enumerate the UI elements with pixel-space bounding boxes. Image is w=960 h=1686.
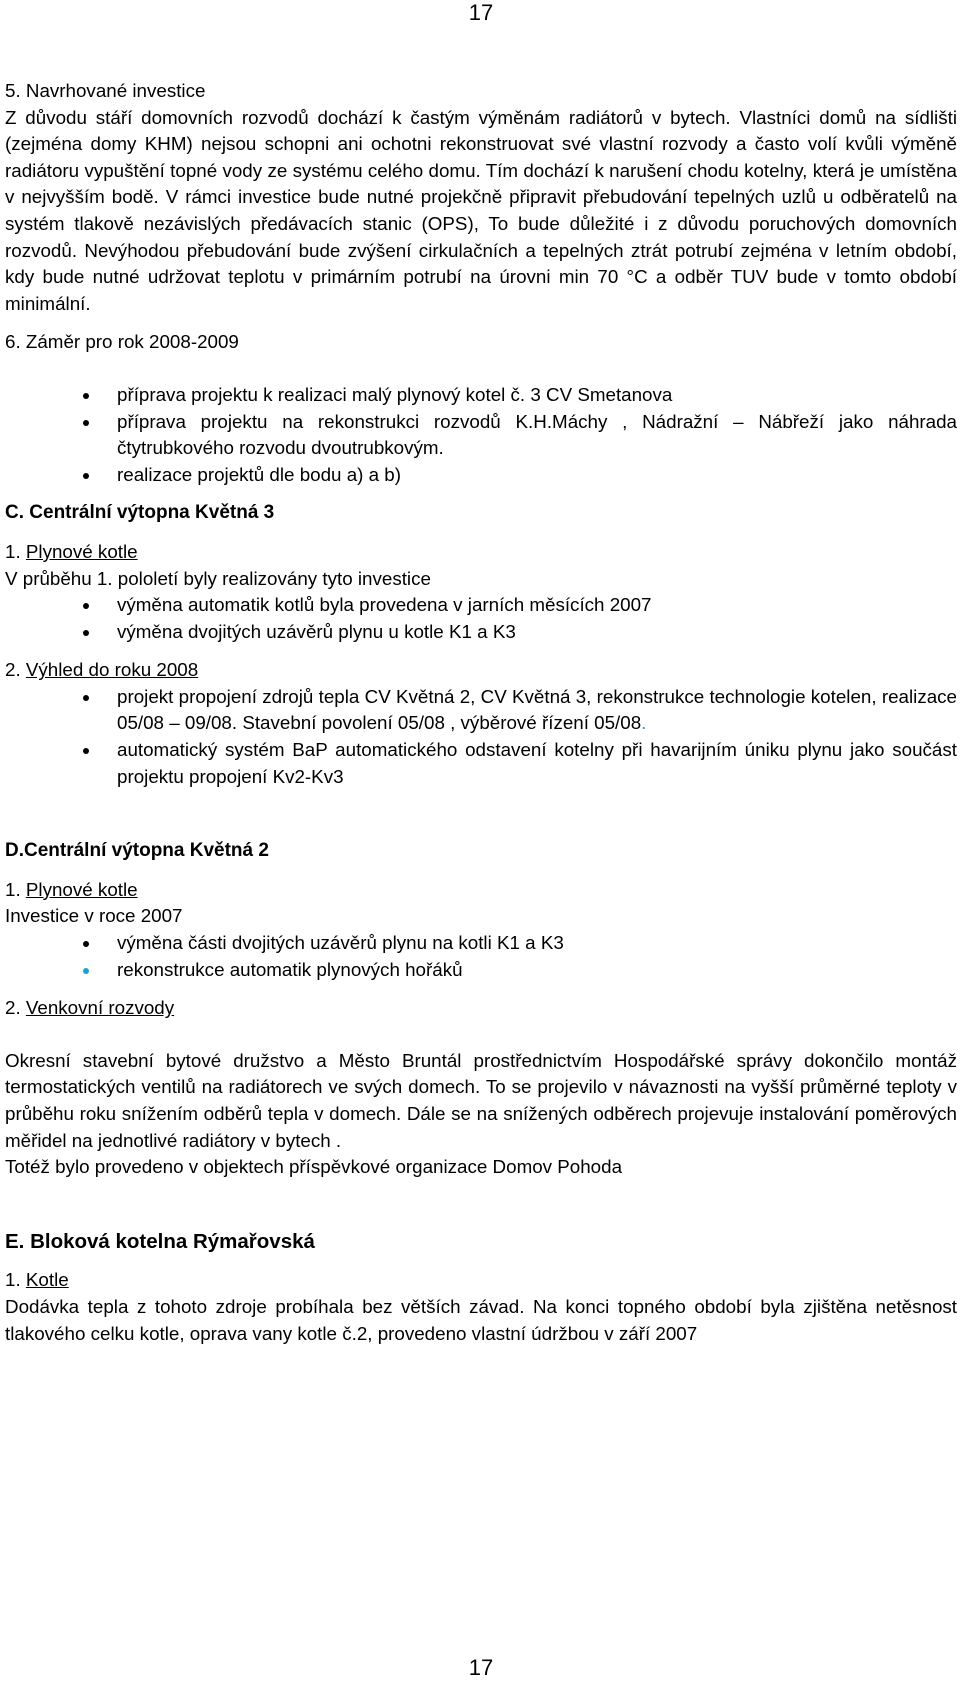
list-item: příprava projektu k realizaci malý plynový kotel č. 3 CV Smetanova (5, 382, 957, 409)
section-d-sub1-heading: 1. Plynové kotle (5, 878, 138, 900)
section-6-list (5, 382, 957, 488)
section-c-sub1-list (5, 592, 957, 645)
list-item: projekt propojení zdrojů tepla CV Květná 2, CV Květná 3, rekonstrukce technologie kotelen, realizace 05/08 – 09/08. Stavební povolení 05/08 , výběrové řízení 05/08. (5, 684, 957, 737)
section-d-paragraph-2: Totéž bylo provedeno v objektech příspěvkové organizace Domov Pohoda (5, 1156, 623, 1178)
document-body (5, 78, 957, 1347)
list-item: výměna dvojitých uzávěrů plynu u kotle K1 a K3 (5, 619, 957, 646)
list-item: rekonstrukce automatik plynových hořáků (5, 957, 957, 984)
bullet-icon (83, 968, 89, 974)
section-d-sub2-heading: 2. Venkovní rozvody (5, 997, 175, 1019)
section-c-sub2-heading: 2. Výhled do roku 2008 (5, 659, 199, 681)
bullet-icon (83, 630, 89, 636)
page-number-top: 17 (468, 0, 494, 25)
section-5-paragraph: Z důvodu stáří domovních rozvodů dochází k častým výměnám radiátorů v bytech. Vlastníci domů na sídlišti (zejména domy KHM) nejsou schopni ani ochotni rekonstruovat své vlastní rozvody a často volí kvůli výměně radiátoru vypuštění topné vody ze systému celého domu. Tím dochází k narušení chodu kotelny, která je umístěna v nejvyšším bodě. V rámci investice bude nutné projekčně připravit přebudování tepelných uzlů u odběratelů na systém tlakově nezávislých předávacích stanic (OPS), To bude důležité i z důvodu poruchových domovních rozvodů. Nevýhodou přebudování bude zvýšení cirkulačních a tepelných ztrát potrubí zejména v letním období, kdy bude nutné udržovat teplotu v primárním potrubí na úrovni min 70 °C a odběr TUV bude v tomto období minimální. (5, 106, 957, 314)
section-e-paragraph: Dodávka tepla z tohoto zdroje probíhala bez větších závad. Na konci topného období byla zjištěna netěsnost tlakového celku kotle, oprava vany kotle č.2, provedeno vlastní údržbou v září 2007 (5, 1295, 957, 1344)
document-page (5, 0, 957, 1686)
list-item: automatický systém BaP automatického odstavení kotelny při havarijním úniku plynu jako součást projektu propojení Kv2-Kv3 (5, 737, 957, 790)
list-item: výměna části dvojitých uzávěrů plynu na kotli K1 a K3 (5, 930, 957, 957)
section-c-sub1-heading: 1. Plynové kotle (5, 540, 138, 562)
page-number-bottom: 17 (468, 1655, 494, 1680)
section-6-heading: 6. Záměr pro rok 2008-2009 (5, 331, 239, 353)
section-c-sub2-list (5, 684, 957, 790)
section-c-sub1-intro: V průběhu 1. pololetí byly realizovány tyto investice (5, 567, 431, 589)
section-e-heading: E. Bloková kotelna Rýmařovská (5, 1229, 315, 1253)
section-c-heading: C. Centrální výtopna Květná 3 (5, 502, 275, 524)
bullet-icon (83, 603, 89, 609)
bullet-icon (83, 748, 89, 754)
list-item: realizace projektů dle bodu a) a b) (5, 462, 957, 489)
list-item: výměna automatik kotlů byla provedena v jarních měsících 2007 (5, 592, 957, 619)
bullet-icon (83, 941, 89, 947)
list-item: příprava projektu na rekonstrukci rozvodů K.H.Máchy , Nádražní – Nábřeží jako náhrada čtytrubkového rozvodu dvoutrubkovým. (5, 409, 957, 462)
bullet-icon (83, 473, 89, 479)
section-5-heading: 5. Navrhované investice (5, 80, 206, 101)
section-d-heading: D.Centrální výtopna Květná 2 (5, 840, 269, 862)
section-d-sub1-list (5, 930, 957, 983)
section-d-paragraph: Okresní stavební bytové družstvo a Město Bruntál prostřednictvím Hospodářské správy dokončilo montáž termostatických ventilů na radiátorech ve svých domech. To se projevilo v návaznosti na vyšší průměrné teploty v průběhu roku snížením odběrů tepla v domech. Dále se na snížených odběrech projevuje instalování poměrových měřidel na jednotlivé radiátory v bytech . (5, 1049, 957, 1151)
bullet-icon (83, 420, 89, 426)
section-d-sub1-intro: Investice v roce 2007 (5, 905, 183, 927)
section-e-sub1-heading: 1. Kotle (5, 1269, 69, 1291)
bullet-icon (83, 695, 89, 701)
bullet-icon (83, 393, 89, 399)
